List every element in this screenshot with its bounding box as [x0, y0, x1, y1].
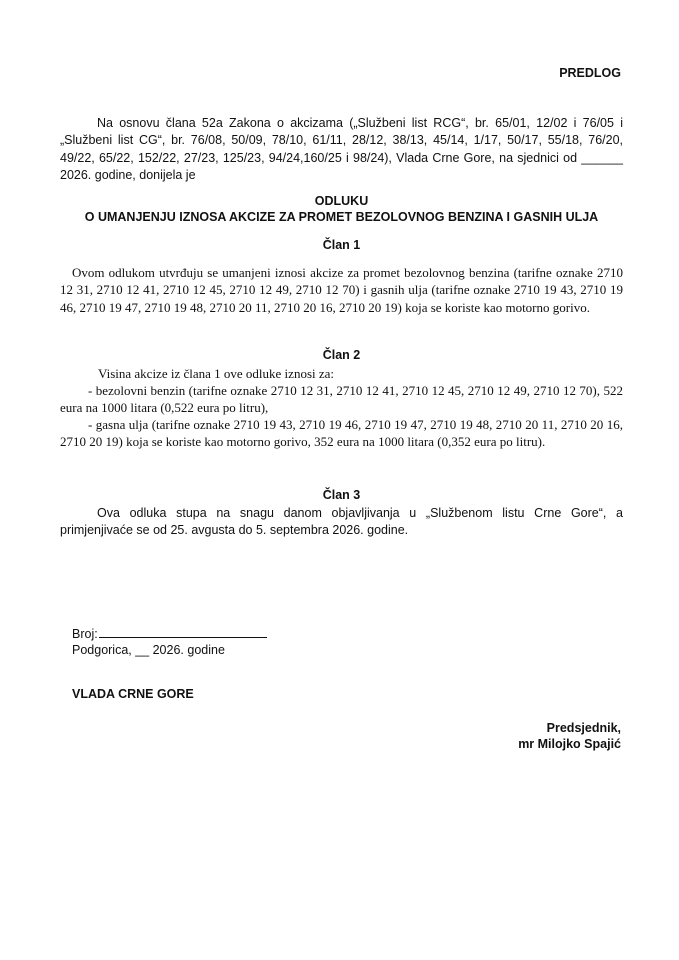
- article-3-text: Ova odluka stupa na snagu danom objavljivanja u „Službenom listu Crne Gore“, a primjenjivaće se od 25. avgusta do 5. septembra 2026. godine.: [60, 506, 623, 538]
- article-1-heading: Član 1: [322, 238, 361, 252]
- article-1-paragraph: [60, 264, 623, 316]
- article-2-item-gas-oil-text: - gasna ulja (tarifne oznake 2710 19 43, 2710 19 46, 2710 19 47, 2710 19 48, 2710 20 11, 2710 20 16, 2710 20 19) koja se koriste kao motorno gorivo, 352 eura na 1000 litara (0,352 eura po litru).: [60, 417, 623, 450]
- article-1-text: Ovom odlukom utvrđuju se umanjeni iznosi akcize za promet bezolovnog benzina (tarifne oznake 2710 12 31, 2710 12 41, 2710 12 45, 2710 12 49, 2710 12 70) i gasnih ulja (tarifne oznake 2710 19 43, 2710 19 46, 2710 19 47, 2710 19 48, 2710 20 11, 2710 20 16, 2710 20 19) koja se koriste kao motorno gorivo.: [60, 265, 623, 315]
- article-2-item-petrol-text: - bezolovni benzin (tarifne oznake 2710 12 31, 2710 12 41, 2710 12 45, 2710 12 49, 2710 12 70), 522 eura na 1000 litara (0,522 eura po litru),: [60, 383, 623, 416]
- decision-title: [40, 194, 643, 225]
- article-2-item-gas-oil: [60, 416, 623, 451]
- signatory-name: mr Milojko Spajić: [518, 737, 621, 751]
- signatory-title: Predsjednik,: [546, 721, 621, 735]
- document-number-line: [72, 626, 267, 641]
- decision-title-line1: ODLUKU: [314, 194, 369, 208]
- article-3-heading: Član 3: [322, 488, 361, 502]
- preamble-text: Na osnovu člana 52a Zakona o akcizama („Službeni list RCG“, br. 65/01, 12/02 i 76/05 i „Službeni list CG“, br. 76/08, 50/09, 78/10, 61/11, 28/12, 38/13, 45/14, 1/17, 50/17, 55/18, 76/20, 49/22, 65/22, 152/22, 27/23, 125/23, 94/24,160/25 i 98/24), Vlada Crne Gore, na sjednici od ______ 2026. godine, donijela je: [60, 116, 623, 182]
- signatory-block: [518, 720, 621, 752]
- article-2-heading: Član 2: [322, 348, 361, 362]
- article-2-item-petrol: [60, 382, 623, 417]
- government-name: VLADA CRNE GORE: [72, 687, 194, 701]
- article-2-intro: Visina akcize iz člana 1 ove odluke iznosi za:: [98, 366, 335, 381]
- decision-title-line2: O UMANJENJU IZNOSA AKCIZE ZA PROMET BEZOLOVNOG BENZINA I GASNIH ULJA: [84, 209, 599, 224]
- document-number-blank: [99, 626, 267, 638]
- proposal-label: PREDLOG: [559, 66, 621, 80]
- document-number-label: Broj:: [72, 627, 98, 641]
- article-3-paragraph: [60, 505, 623, 540]
- place-and-date: Podgorica, __ 2026. godine: [72, 643, 225, 657]
- preamble-paragraph: [60, 115, 623, 184]
